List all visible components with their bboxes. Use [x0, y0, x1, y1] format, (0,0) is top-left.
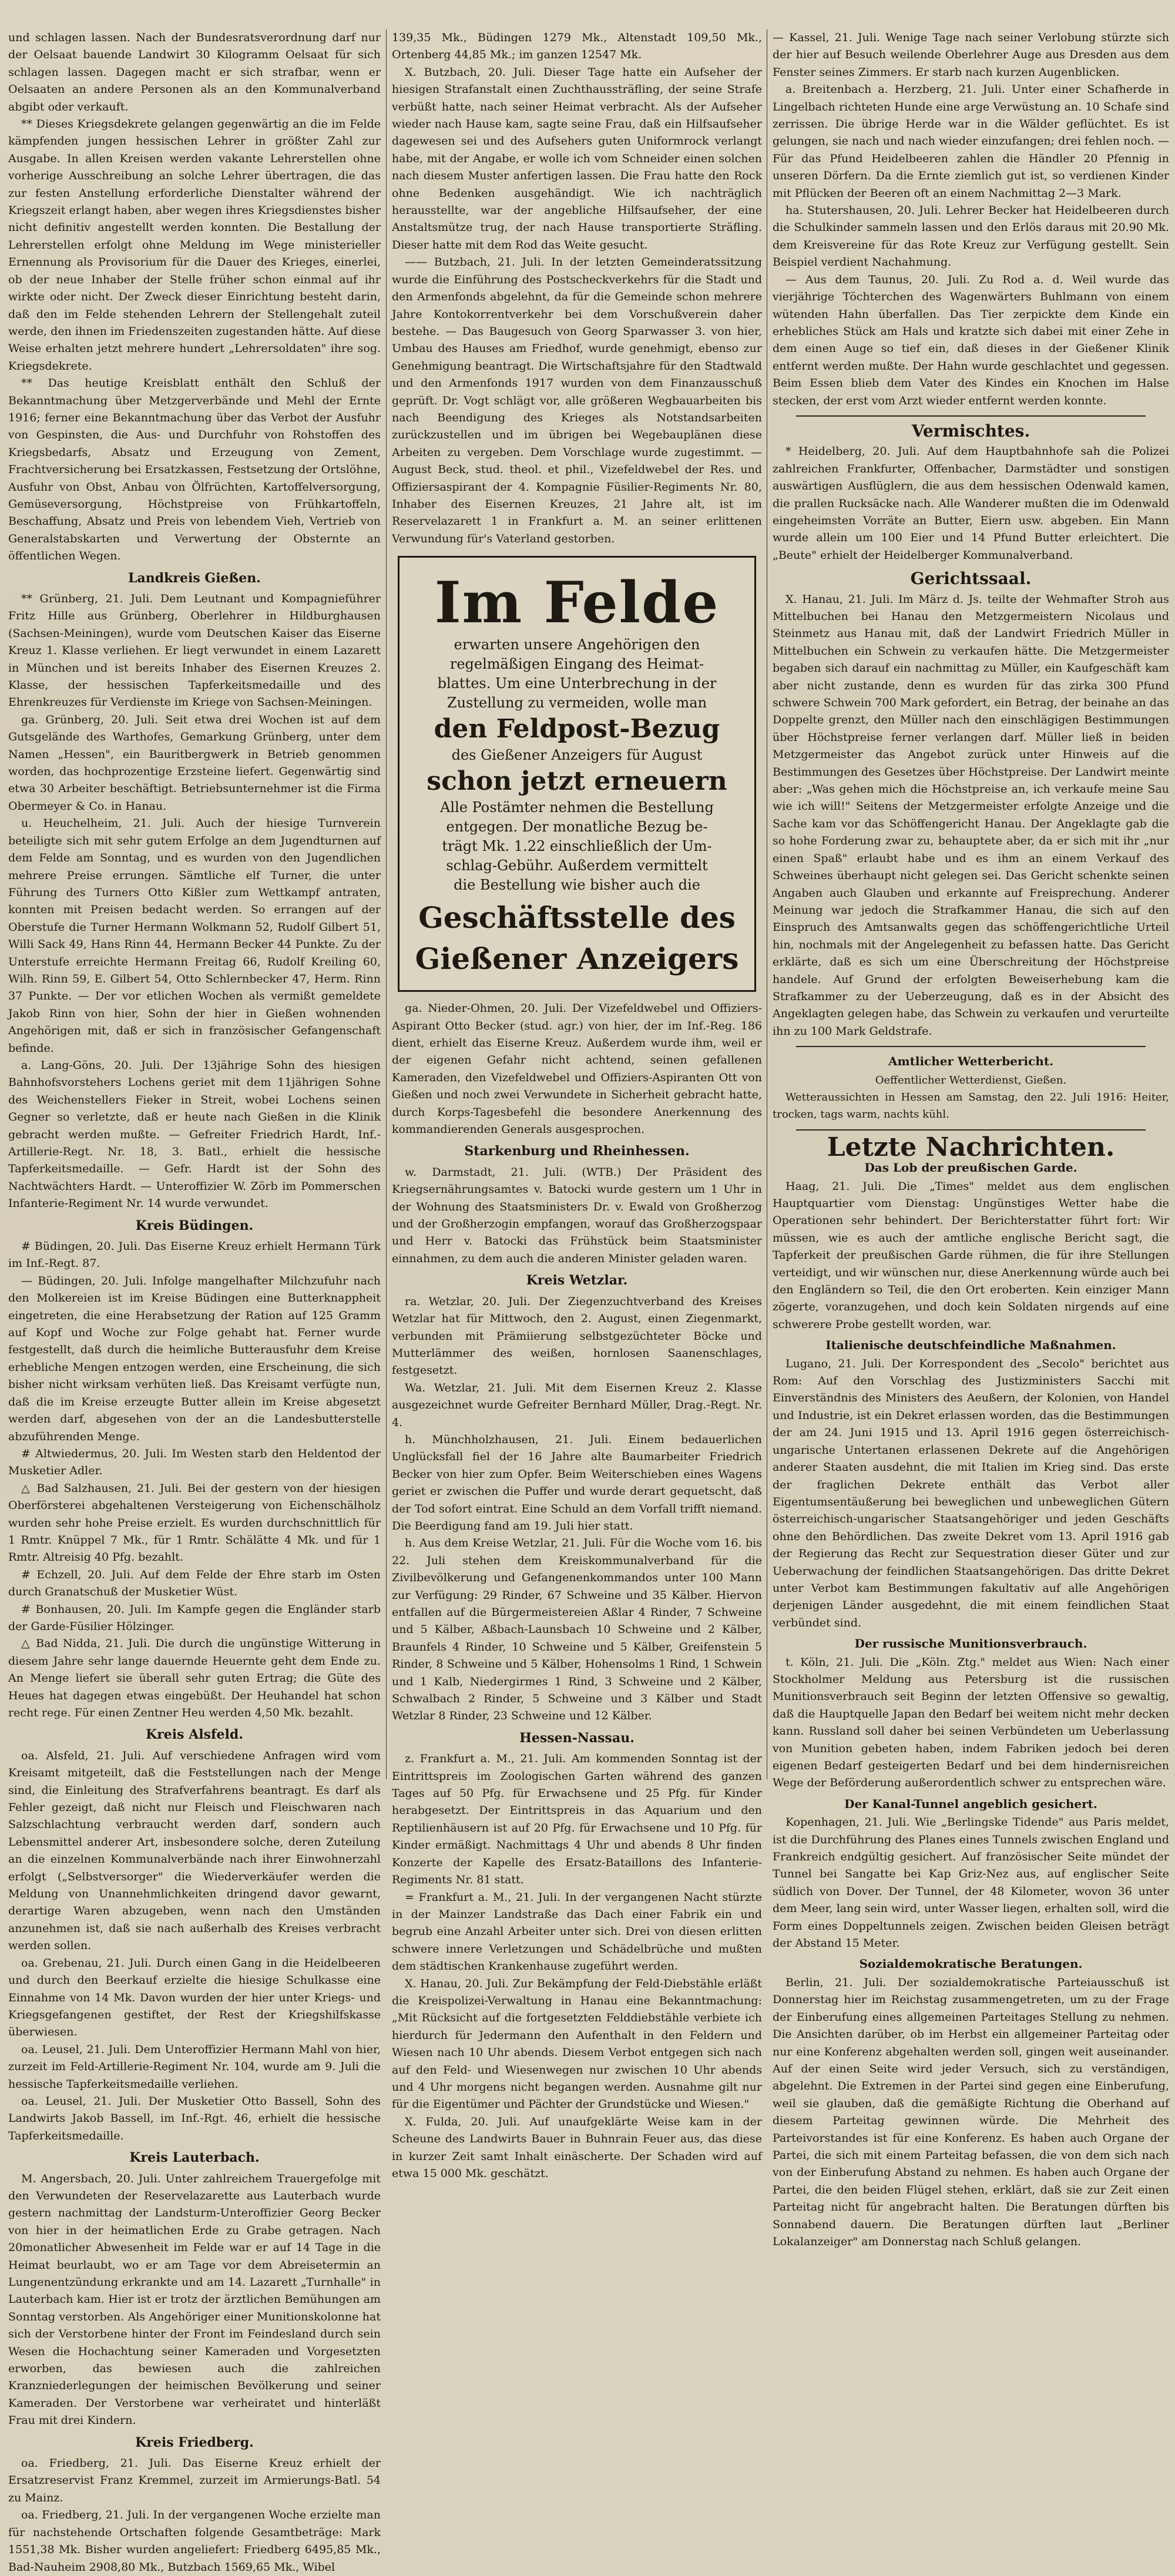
- news-subheading: Das Lob der preußischen Garde.: [864, 1160, 1077, 1175]
- article-text: oa. Friedberg, 21. Juli. In der vergangenen Woche erzielte man für nachstehende Ortschaften folgende Gesamtbeträge: Mark 1551,38 Mk. Bisher wurden angeliefert: Friedberg 6495,85 Mk., Bad-Nauheim 2908,80 Mk., Butzbach 1569,65 Mk., Wibel: [8, 2508, 381, 2574]
- column-middle: [392, 29, 762, 2180]
- article-text: M. Angersbach, 20. Juli. Unter zahlreichem Trauergefolge mit den Verwundeten der Reservelazarette aus Lauterbach wurde gestern nachmittag der Landsturm-Unteroffizier Georg Becker von hier in der heimatlichen Erde zu Grabe getragen. Nach 20monatlicher Abwesenheit im Felde war er auf 14 Tage in die Heimat beurlaubt, wo er am Tage vor dem Abreisetermin an Lungenentzündung erkrankte und am 14. Lazarett „Turnhalle" in Lauterbach kam. Hier ist er trotz der ärztlichen Bemühungen am Sonntag verstorben. Als Angehöriger einer Munitionskolonne hat sich der Verstorbene hinter der Front im Feindesland durch sein Wesen die Hochachtung seiner Kameraden und Vorgesetzten erworben, das bewiesen auch die zahlreichen Kranzniederlegungen der heimischen Bevölkerung und seiner Kameraden. Der Verstorbene war verheiratet und hinterläßt Frau mit drei Kindern.: [8, 2172, 381, 2427]
- ad-line: blattes. Um eine Unterbrechung in der: [437, 675, 717, 692]
- news-subheading: Der Kanal-Tunnel angeblich gesichert.: [844, 1796, 1097, 1811]
- article-text: u. Heuchelheim, 21. Juli. Auch der hiesige Turnverein beteiligte sich mit sehr gutem Erfolge an dem Jugendturnen auf dem Felde am Sonntag, und es wurden von den Jugendlichen mehrere Preise errungen. Sämtliche elf Turner, die unter Führung des Turners Otto Kißler zum Wettkampf antraten, konnten mit Preisen bedacht werden. So errangen auf der Oberstufe die Turner Hermann Wolkmann 52, Rudolf Gilbert 51, Willi Sack 49, Hans Rinn 44, Hermann Becker 44 Punkte. Zu der Unterstufe erreichte Hermann Freitag 66, Rudolf Kreiling 60, Wilh. Rinn 59, E. Gilbert 54, Otto Schlernbecker 47, Herm. Rinn 37 Punkte. — Der vor etlichen Wochen als vermißt gemeldete Jakob Rinn von hier, Sohn der hier in Gießen wohnenden Angehörigen mit, daß er sich in französischer Gefangenschaft befinde.: [8, 817, 381, 1055]
- article-text: # Altwiedermus, 20. Juli. Im Westen starb den Heldentod der Musketier Adler.: [8, 1447, 381, 1478]
- article-text: Berlin, 21. Juli. Der sozialdemokratische Parteiausschuß ist Donnerstag hier im Reichstag zusammengetreten, um zu der Frage der Einberufung eines allgemeinen Parteitages Stellung zu nehmen. Die Ansichten darüber, ob im Herbst ein allgemeiner Parteitag oder nur eine Konferenz abgehalten werden soll, gingen weit auseinander. Auf der einen Seite wird jeder Versuch, sich zu verständigen, abgelehnt. Die Extremen in der Partei sind gegen eine Einberufung, weil sie glauben, daß die gemäßigte Richtung die Oberhand auf diesem Parteitag gewinnen würde. Die Mehrheit des Parteivorstandes ist für eine Konferenz. Es haben auch Organe der Partei, die sich mit einem Parteitag befassen, die von dem sich nach von der Einberufung Abstand zu nehmen. Es haben auch Organe der Partei, die den beiden Flügel stehen, erklärt, daß sie zur Zeit einen Parteitag nicht für angebracht halten. Die Beratungen dürften bis Sonnabend dauern. Die Beratungen dürften laut „Berliner Lokalanzeiger" am Donnerstag nach Schluß gelangen.: [773, 1975, 1169, 2248]
- section-heading: Kreis Wetzlar.: [526, 1273, 628, 1289]
- ad-footer: Geschäftsstelle des: [418, 900, 736, 935]
- article-text: w. Darmstadt, 21. Juli. (WTB.) Der Präsident des Kriegsernährungsamtes v. Batocki wurde gestern um 1 Uhr in der Wohnung des Staatsministers Dr. v. Ewald von Großherzog und der Großherzogin empfangen, worauf das Großherzogspaar und Herr v. Batocki das Frühstück beim Staatsminister einnahmen, zu dem auch die anderen Minister geladen waren.: [392, 1165, 762, 1265]
- article-text: = Frankfurt a. M., 21. Juli. In der vergangenen Nacht stürzte in der Mainzer Landstraße das Dach einer Fabrik ein und begrub eine Anzahl Arbeiter unter sich. Drei von diesen erlitten schwere innere Verletzungen und Schädelbrüche und mußten dem städtischen Krankenhause zugeführt werden.: [392, 1890, 762, 1973]
- ad-line: Alle Postämter nehmen die Bestellung: [440, 799, 714, 816]
- article-text: # Büdingen, 20. Juli. Das Eiserne Kreuz erhielt Hermann Türk im Inf.-Regt. 87.: [8, 1240, 381, 1270]
- article-text: z. Frankfurt a. M., 21. Juli. Am kommenden Sonntag ist der Eintrittspreis im Zoologischen Garten während des ganzen Tages auf 50 Pfg. für Erwachsene und 25 Pfg. für Kinder herabgesetzt. Der Eintrittspreis in das Aquarium und den Reptilienhäusern ist auf 20 Pfg. für Erwachsene und 10 Pfg. für Kinder ermäßigt. Nachmittags 4 Uhr und abends 8 Uhr finden Konzerte der Kapelle des Ersatz-Bataillons des Infanterie-Regiments Nr. 81 statt.: [392, 1752, 762, 1887]
- ad-headline: schon jetzt erneuern: [427, 766, 727, 797]
- news-subheading: Italienische deutschfeindliche Maßnahmen.: [825, 1338, 1116, 1353]
- divider: [796, 1129, 1146, 1131]
- section-heading: Hessen-Nassau.: [519, 1730, 634, 1746]
- article-text: t. Köln, 21. Juli. Die „Köln. Ztg." meldet aus Wien: Nach einer Stockholmer Meldung aus Petersburg ist die russischen Munitionsverbrauch seit Beginn der letzten Offensive so gewaltig, daß die Hauptquelle Japan den Bedarf bei weitem nicht mehr decken kann. Russland soll daher bei seinen Verbündeten um Ueberlassung von Munition gebeten haben, indem Fabriken jedoch bei deren eigenen Bedarf gesteigerten Bedarf und bei dem hindernisreichen Wege der Beförderung außerordentlich schwer zu entsprechen wäre.: [773, 1655, 1169, 1790]
- subscription-advertisement: [398, 556, 756, 992]
- section-heading: Kreis Büdingen.: [135, 1217, 254, 1233]
- column-right: [773, 29, 1169, 2248]
- article-text: oa. Leusel, 21. Juli. Dem Unteroffizier Hermann Mahl von hier, zurzeit im Feld-Artillerie-Regiment Nr. 104, wurde am 9. Juli die hessische Tapferkeitsmedaille verliehen.: [8, 2042, 381, 2091]
- article-text: — Kassel, 21. Juli. Wenige Tage nach seiner Verlobung stürzte sich der hier auf Besuch weilende Oberlehrer Auge aus Dresden aus dem Fenster seines Zimmers. Er starb nach kurzen Augenblicken.: [773, 31, 1169, 79]
- article-text: ga. Nieder-Ohmen, 20. Juli. Der Vizefeldwebel und Offiziers-Aspirant Otto Becker (stud. agr.) von hier, der im Inf.-Reg. 186 dient, erhielt das Eiserne Kreuz. Außerdem wurde ihm, weil er der eigenen Gefahr nicht achtend, seinen gefallenen Kameraden, den Vizefeldwebel und Offiziers-Aspiranten Ott von Gießen und noch zwei Verwundete in Sicherheit gebracht hatte, durch Korps-Tagesbefehl die besondere Anerkennung des kommandierenden Generals ausgesprochen.: [392, 1002, 762, 1136]
- article-text: oa. Friedberg, 21. Juli. Das Eiserne Kreuz erhielt der Ersatzreservist Franz Kremmel, zurzeit im Armierungs-Batl. 54 zu Mainz.: [8, 2457, 381, 2504]
- article-text: Wa. Wetzlar, 21. Juli. Mit dem Eisernen Kreuz 2. Klasse ausgezeichnet wurde Gefreiter Bernhard Müller, Drag.-Regt. Nr. 4.: [392, 1381, 762, 1429]
- article-text: a. Lang-Göns, 20. Juli. Der 13jährige Sohn des hiesigen Bahnhofsvorstehers Lochens geriet mit dem 11jährigen Sohne des Weichenstellers Fieker in Streit, wobei Lochens seinen Gegner so verletzte, daß er heute nach Gießen in die Klinik gebracht werden mußte. — Gefreiter Friedrich Hardt, Inf.-Artillerie-Regt. Nr. 18, 3. Batl., erhielt die hessische Tapferkeitsmedaille. — Gefr. Hardt ist der Sohn des Nachtwächters Hardt. — Unteroffizier W. Zörb im Pommerschen Infanterie-Regiment Nr. 14 wurde verwundet.: [8, 1058, 381, 1210]
- article-text: ra. Wetzlar, 20. Juli. Der Ziegenzuchtverband des Kreises Wetzlar hat für Mittwoch, den 2. August, einen Ziegenmarkt, verbunden mit Prämiierung selbstgezüchteter Böcke und Mutterlämmer des weißen, hornlosen Saanenschlages, festgesetzt.: [392, 1294, 762, 1377]
- ad-line: regelmäßigen Eingang des Heimat-: [449, 656, 704, 673]
- weather-forecast: Wetteraussichten in Hessen am Samstag, den 22. Juli 1916: Heiter, trocken, tags warm, nachts kühl.: [773, 1091, 1169, 1121]
- latest-news-heading: Letzte Nachrichten.: [827, 1132, 1115, 1162]
- article-text: Kopenhagen, 21. Juli. Wie „Berlingske Tidende" aus Paris meldet, ist die Durchführung des Planes eines Tunnels zwischen England und Frankreich endgültig gesichert. Auf französischer Seite mündet der Tunnel bei Sangatte bei Kap Griz-Nez aus, auf englischer Seite südlich von Dover. Der Tunnel, der 48 Kilometer, wovon 36 unter dem Meer, lang sein wird, unter Wasser liegen, erhalten soll, wird die Form eines Doppeltunnels zeigen. Zwischen beiden Gleisen beträgt der Abstand 15 Meter.: [773, 1816, 1169, 1950]
- article-text: △ Bad Salzhausen, 21. Juli. Bei der gestern von der hiesigen Oberförsterei abgehaltenen Versteigerung von Eichenschälholz wurden sehr hohe Preise erzielt. Es wurden durchschnittlich für 1 Rmtr. Knüppel 7 Mk., für 1 Rmtr. Schälätte 4 Mk. und für 1 Rmtr. Altreisig 40 Pfg. bezahlt.: [8, 1481, 381, 1564]
- news-subheading: Sozialdemokratische Beratungen.: [859, 1957, 1083, 1971]
- article-text: h. Münchholzhausen, 21. Juli. Einem bedauerlichen Unglücksfall fiel der 16 Jahre alte Baumarbeiter Friedrich Becker von hier zum Opfer. Beim Weiterschieben eines Wagens geriet er zwischen die Puffer und wurde derart gequetscht, daß der Tod sofort eintrat. Eine Schuld an dem Vorfall trifft niemand. Die Beerdigung fand am 19. Juli hier statt.: [392, 1433, 762, 1532]
- section-heading: Landkreis Gießen.: [128, 570, 261, 586]
- article-text: # Bonhausen, 20. Juli. Im Kampfe gegen die Engländer starb der Garde-Füsilier Hölzinger.: [8, 1602, 381, 1633]
- article-text: ** Das heutige Kreisblatt enthält den Schluß der Bekanntmachung über Metzgerverbände und Mehl der Ernte 1916; ferner eine Bekanntmachung über das Verbot der Ausfuhr von Gespinsten, die Aus- und Durchfuhr von Rohstoffen des Kriegsbedarfs, Absatz und Erzeugung von Zement, Frachtversicherung bei Ersatzkassen, Festsetzung der Ortslöhne, Ausfuhr von Obst, Anbau von Ölfrüchten, Kartoffelversorgung, Gemüseversorgung, Höchstpreise von Frühkartoffeln, Beschaffung, Absatz und Preis von lebendem Vieh, Vertrieb von Generalstabskarten und Verwertung der Obsternte an öffentlichen Wegen.: [8, 377, 381, 563]
- article-text: * Heidelberg, 20. Juli. Auf dem Hauptbahnhofe sah die Polizei zahlreichen Frankfurter, Offenbacher, Darmstädter und sonstigen auswärtigen Ausflüglern, die aus dem hessischen Odenwald kamen, die prallen Rucksäcke nach. Alle Wanderer mußten die im Odenwald eingeheimsten Vorräte an Butter, Eiern usw. abgeben. Ein Mann wurde allein um 100 Eier und 14 Pfund Butter erleichtert. Die „Beute" erhielt der Heidelberger Kommunalverband.: [773, 445, 1169, 562]
- weather-service: Oeffentlicher Wetterdienst, Gießen.: [875, 1074, 1067, 1086]
- section-heading: Starkenburg und Rheinhessen.: [464, 1143, 690, 1159]
- article-text: ** Dieses Kriegsdekrete gelangen gegenwärtig an die im Felde kämpfenden jungen hessischen Lehrer in größter Zahl zur Ausgabe. In allen Kreisen werden vakante Lehrerstellen ohne vorherige Ausschreibung an solche Lehrer übertragen, die das zur festen Anstellung erforderliche Dienstalter während der Kriegszeit erlangt haben, aber wegen ihres Kriegsdienstes bisher nicht definitiv angestellt werden konnten. Die Bestallung der Lehrerstellen erfolgt ohne Meldung im Wege ministerieller Ernennung als Provisorium für die Dauer des Krieges, einerlei, ob der neue Inhaber der Stelle früher schon einmal auf ihr wirkte oder nicht. Der Zweck dieser Einrichtung besteht darin, daß den im Felde stehenden Lehrern der Stellengehalt zuteil werde, den ihnen im Friedenszeiten zugestanden hätte. Auf diese Weise erhalten jetzt mehrere hundert „Lehrersoldaten" ihre sog. Kriegsdekrete.: [8, 118, 381, 373]
- ad-line: erwarten unsere Angehörigen den: [454, 636, 700, 653]
- article-text: ha. Stutershausen, 20. Juli. Lehrer Becker hat Heidelbeeren durch die Schulkinder sammeln lassen und den Erlös daraus mit 20.90 Mk. dem Kreisvereine für das Rote Kreuz zur Verfügung gestellt. Sein Beispiel verdient Nachahmung.: [773, 204, 1169, 269]
- section-heading: Kreis Alsfeld.: [146, 1727, 243, 1743]
- section-heading: Kreis Lauterbach.: [129, 2150, 260, 2166]
- article-text: und schlagen lassen. Nach der Bundesratsverordnung darf nur der Oelsaat bauende Landwirt 30 Kilogramm Oelsaat für sich schlagen lassen. Dagegen macht er sich strafbar, wenn er Oelsaaten an andere Personen als an den Kommunalverband abgibt oder verkauft.: [8, 31, 381, 113]
- article-text: Haag, 21. Juli. Die „Times" meldet aus dem englischen Hauptquartier vom Dienstag: Ungünstiges Wetter habe die Operationen sehr behindert. Der Berichterstatter führt fort: Wir müssen, wie es auch der amtliche englische Bericht sagt, die Tapferkeit der preußischen Garde rühmen, die für ihre Stellungen verteidigt, und wir wünschen nur, diese Anerkennung würde auch bei den Engländern so Teil, die den Ort eroberten. Kein einziger Mann zögerte, voranzugehen, und doch kein Soldaten nirgends auf eine schwerere Probe gestellt worden, war.: [773, 1179, 1169, 1331]
- article-text: —— Butzbach, 21. Juli. In der letzten Gemeinderatssitzung wurde die Einführung des Postscheckverkehrs für die Stadt und den Armenfonds abgelehnt, da für die Gemeinde schon mehrere Jahre Kontokorrentverkehr bei dem Vorschußverein daher bestehe. — Das Baugesuch von Georg Sparwasser 3. von hier, Umbau des Hauses am Friedhof, wurde genehmigt, ebenso zur Genehmigung beantragt. Die Wirtschaftsjahre für den Stadtwald und den Armenfonds 1917 wurden von dem Finanzausschuß geprüft. Dr. Vogt schlägt vor, alle größeren Wegbauarbeiten bis nach Beendigung des Krieges als Notstandsarbeiten zurückzustellen und im übrigen bei Wegebauplänen diese Arbeiten zu vergeben. Dem Vorschlage wurde zugestimmt. — August Beck, stud. theol. et phil., Vizefeldwebel der Res. und Offiziersaspirant der 4. Kompagnie Füsilier-Regiments Nr. 80, Inhaber des Eisernen Kreuzes, 21 Jahre alt, ist im Reservelazarett 1 in Frankfurt a. M. an seiner erlittenen Verwundung für's Vaterland gestorben.: [392, 256, 762, 545]
- article-text: ** Grünberg, 21. Juli. Dem Leutnant und Kompagnieführer Fritz Hille aus Grünberg, Oberlehrer in Hildburghausen (Sachsen-Meiningen), wurde vom Deutschen Kaiser das Eiserne Kreuz 1. Klasse verliehen. Er liegt verwundet in einem Lazarett in München und ist bereits Inhaber des Eisernen Kreuzes 2. Klasse, der hessischen Tapferkeitsmedaille und des Ehrenkreuzes für Verdienste im Kriege von Sachsen-Meiningen.: [8, 592, 381, 709]
- article-text: a. Breitenbach a. Herzberg, 21. Juli. Unter einer Schafherde in Lingelbach richteten Hunde eine arge Verwüstung an. 10 Schafe sind zerrissen. Die übrige Herde war in die Wälder geflüchtet. Es ist gelungen, sie nach und nach wieder einzufangen; drei fehlen noch. — Für das Pfund Heidelbeeren zahlen die Händler 20 Pfennig in unseren Dörfern. Da die Ernte ziemlich gut ist, so verdienen Kinder mit Pflücken der Beeren oft an einem Nachmittag 2—3 Mark.: [773, 83, 1169, 200]
- weather-heading: Amtlicher Wetterbericht.: [888, 1054, 1054, 1069]
- section-heading: Kreis Friedberg.: [135, 2434, 254, 2450]
- article-text: oa. Leusel, 21. Juli. Der Musketier Otto Bassell, Sohn des Landwirts Jakob Bassell, im Inf.-Rgt. 46, erhielt die hessische Tapferkeitsmedaille.: [8, 2094, 381, 2142]
- ad-line: trägt Mk. 1.22 einschließlich der Um-: [442, 838, 712, 855]
- article-text: — Büdingen, 20. Juli. Infolge mangelhafter Milchzufuhr nach den Molkereien ist im Kreise Büdingen eine Butterknappheit eingetreten, die eine Herabsetzung der Ration auf 125 Gramm auf Kopf und Woche zur Folge gehabt hat. Ferner wurde festgestellt, daß durch die heimliche Butterausfuhr dem Kreise erhebliche Mengen entzogen werden, eine Erscheinung, die sich bisher nicht wirksam verhüten ließ. Das Kreisamt verfügte nun, daß die im Kreise erzeugte Butter allein im Kreise abgesetzt werden darf, abgesehen von der an die Landesbutterstelle abzuführenden Menge.: [8, 1274, 381, 1443]
- ad-line: die Bestellung wie bisher auch die: [454, 877, 700, 894]
- article-text: ga. Grünberg, 20. Juli. Seit etwa drei Wochen ist auf dem Gutsgelände des Warthofes, Gemarkung Grünberg, unter dem Namen „Hessen", ein Bauritbergwerk in Betrieb genommen worden, das hochprozentige Erzsteine liefert. Gegenwärtig sind etwa 30 Arbeiter beschäftigt. Betriebsunternehmer ist die Firma Obermeyer & Co. in Hanau.: [8, 713, 381, 813]
- article-text: X. Fulda, 20. Juli. Auf unaufgeklärte Weise kam in der Scheune des Landwirts Bauer in Buhnrain Feuer aus, das diese in kurzer Zeit samt Inhalt einäscherte. Der Schaden wird auf etwa 15 000 Mk. geschätzt.: [392, 2115, 762, 2180]
- ad-line: Zustellung zu vermeiden, wolle man: [446, 695, 707, 712]
- ad-headline: den Feldpost-Bezug: [434, 714, 720, 744]
- section-heading: Gerichtssaal.: [910, 569, 1032, 589]
- ad-line: des Gießener Anzeigers für August: [451, 747, 703, 764]
- ad-footer: Gießener Anzeigers: [415, 941, 739, 977]
- article-text: △ Bad Nidda, 21. Juli. Die durch die ungünstige Witterung in diesem Jahre sehr lange dauernde Heuernte geht dem Ende zu. An Menge liefert sie überall sehr guten Ertrag; die Güte des Heues hat dagegen etwas eingebüßt. Der Heuhandel hat schon recht rege. Für einen Zentner Heu werden 4,50 Mk. bezahlt.: [8, 1637, 381, 1719]
- article-text: oa. Grebenau, 21. Juli. Durch einen Gang in die Heidelbeeren und durch den Beerkauf erzielte die hiesige Schulkasse eine Einnahme von 14 Mk. Davon wurden der hier unter Kriegs- und Kriegsgefangenen gestiftet, der Rest der Kriegshilfskasse überwiesen.: [8, 1956, 381, 2039]
- ad-title: Im Felde: [434, 569, 720, 636]
- article-text: X. Hanau, 21. Juli. Im März d. Js. teilte der Wehmafter Stroh aus Mittelbuchen bei Hanau den Metzgermeistern Nicolaus und Steinmetz aus Hanau mit, daß der Landwirt Friedrich Müller in Mittelbuchen ein Schwein zu verkaufen hätte. Die Metzgermeister begaben sich darauf ein nachmittag zu Müller, ein Kaufgeschäft kam aber nicht zustande, denn es wurden für das zirka 300 Pfund schwere Schwein 700 Mark gefordert, ein Betrag, der beinahe an das Doppelte grenzt, den Müller nach den einschlägigen Bestimmungen über Höchstpreise ferner verlangen darf. Müller ließ in beiden Metzgermeister das Angebot zurück unter Hinweis auf die Bestimmungen des Gesetzes über Höchstpreise. Der Landwirt meinte aber: „Was gehen mich die Höchstpreise an, ich verkaufe meine Sau wie ich will!" Seitens der Metzgermeister erfolgte Anzeige und die Sache kam vor das Schöffengericht Hanau. Der Angeklagte gab die so hohe Forderung zwar zu, behauptete aber, da er sich mit ihr „nur einen Spaß" erlaubt habe und es ihm an einem Verkauf des Schweines überhaupt nicht gelegen sei. Das Gericht schenkte seinen Angaben auch Glauben und erkannte auf Freisprechung. Anderer Meinung war jedoch die Strafkammer Hanau, die sich auf den Einspruch des Amtsanwalts gegen das schöffengerichtliche Urteil hin, nochmals mit der Angelegenheit zu befassen hatte. Das Gericht erklärte, daß es sich um eine Überschreitung der Höchstpreise handele. Auf Grund der erfolgten Beweiserhebung kam die Strafkammer zu der Ueberzeugung, daß es in der Absicht des Angeklagten gelegen habe, das Schwein zu verkaufen und verurteilte ihn zu 100 Mark Geldstrafe.: [773, 592, 1169, 1038]
- divider: [796, 415, 1146, 417]
- article-text: h. Aus dem Kreise Wetzlar, 21. Juli. Für die Woche vom 16. bis 22. Juli stehen dem Kreiskommunalverband für die Zivilbevölkerung und Gefangenenkommandos unter 100 Mann zur Verfügung: 29 Rinder, 67 Schweine und 35 Kälber. Hiervon entfallen auf die Bürgermeistereien Aßlar 4 Rinder, 7 Schweine und 5 Kälber, Aßbach-Launsbach 10 Schweine und 2 Kälber, Braunfels 4 Rinder, 10 Schweine und 5 Kälber, Greifenstein 5 Rinder, 8 Schweine und 5 Kälber, Hohensolms 1 Rind, 1 Schwein und 1 Kalb, Niedergirmes 1 Rind, 3 Schweine und 2 Kälber, Schwalbach 2 Rinder, 5 Schweine und 3 Kälber und Stadt Wetzlar 8 Rinder, 23 Schweine und 12 Kälber.: [392, 1537, 762, 1723]
- article-text: # Echzell, 20. Juli. Auf dem Felde der Ehre starb im Osten durch Granatschuß der Musketier Wüst.: [8, 1568, 381, 1599]
- ad-line: entgegen. Der monatliche Bezug be-: [446, 819, 708, 836]
- column-rule: [386, 29, 387, 1779]
- article-text: X. Butzbach, 20. Juli. Dieser Tage hatte ein Aufseher der hiesigen Strafanstalt einen Zuchthaussträfling, der seine Strafe verbüßt hatte, nach seiner Heimat verbracht. Als der Aufseher wieder nach Hause kam, sagte seine Frau, daß ein Hilfsaufseher dagewesen sei und des Aufsehers guten Uniformrock verlangt habe, mit der Angabe, er wolle ich vom Schneider einen solchen nach diesem Muster anfertigen lassen. Die Frau hatte den Rock ohne Bedenken ausgehändigt. Wie ich nachträglich herausstellte, war der angebliche Hilfsaufseher, der eine Anstaltsmütze trug, der nach Hause transportierte Sträfling. Dieser hatte mit dem Rod das Weite gesucht.: [392, 65, 762, 251]
- ad-line: schlag-Gebühr. Außerdem vermittelt: [446, 857, 708, 874]
- section-heading: Vermischtes.: [911, 421, 1030, 441]
- column-left: [8, 29, 381, 2574]
- news-subheading: Der russische Munitionsverbrauch.: [854, 1636, 1087, 1651]
- divider: [796, 1046, 1146, 1047]
- article-text: Lugano, 21. Juli. Der Korrespondent des „Secolo" berichtet aus Rom: Auf den Vorschlag des Justizministers Sacchi mit Einverständnis des Ministers des Aeußern, der Kolonien, von Handel und Industrie, ist ein Dekret erlassen worden, das die Bestimmungen der am 24. Juni 1915 und 13. April 1916 gegen österreichisch-ungarische Untertanen erlassenen Dekrete auf die Angehörigen anderer Staaten ausdehnt, die mit Italien im Krieg sind. Das erste der fraglichen Dekrete enthält das Verbot aller Eigentumsentäußerung bei beweglichen und unbeweglichen Gütern österreichisch-ungarischer Staatsangehöriger und jeden Geschäfts ohne den Behördlichen. Das zweite Dekret vom 13. April 1916 gab der Regierung das Recht zur Sequestration dieser Güter und zur Ueberwachung der feindlichen Staatsangehörigen. Das dritte Dekret unter Verbot kam Bestimmungen fakultativ auf alle Angehörigen derjenigen Länder ausgedehnt, die mit einem feindlichen Staat verbündet sind.: [773, 1357, 1169, 1629]
- article-text: 139,35 Mk., Büdingen 1279 Mk., Altenstadt 109,50 Mk., Ortenberg 44,85 Mk.; im ganzen 12547 Mk.: [392, 31, 762, 62]
- article-text: oa. Alsfeld, 21. Juli. Auf verschiedene Anfragen wird vom Kreisamt mitgeteilt, daß die Feststellungen nach der Menge sind, die Einleitung des Strafverfahrens beantragt. Es darf als Fehler gezeigt, daß nicht nur Fleisch und Fleischwaren nach Salzschlachtung verbraucht werden darf, sondern auch Lebensmittel anderer Art, insbesondere solche, deren Zuteilung an die einzelnen Kommunalverbände nach ihrer Einwohnerzahl erfolgt („Selbstversorger" die Wiederverkäufer werden die Meldung von Unannehmlichkeiten dringend davor gewarnt, derartige Waren abzugeben, wenn nach den Umständen anzunehmen ist, daß sie nach außerhalb des Kreises verbracht werden sollen.: [8, 1749, 381, 1953]
- article-text: — Aus dem Taunus, 20. Juli. Zu Rod a. d. Weil wurde das vierjährige Töchterchen des Wagenwärters Buhlmann von einem wütenden Hahn überfallen. Das Tier zerpickte dem Kinde ein erhebliches Stück am Hals und kratzte sich dabei mit einer Zehe in dem einen Auge so tief ein, daß dieses in der Gießener Klinik entfernt werden mußte. Der Hahn wurde geschlachtet und gegessen. Beim Essen blieb dem Vater des Kindes ein Knochen im Halse stecken, der erst vom Arzt wieder entfernt werden konnte.: [773, 273, 1169, 407]
- article-text: X. Hanau, 20. Juli. Zur Bekämpfung der Feld-Diebstähle erläßt die Kreispolizei-Verwaltung in Hanau eine Bekanntmachung: „Mit Rücksicht auf die fortgesetzten Felddiebstähle verbiete ich hierdurch für Jedermann den Aufenthalt in den Feldern und Wiesen nach 10 Uhr abends. Diesem Verbot entgegen sich nach auf den Feld- und Wiesenwegen nur zwischen 10 Uhr abends und 4 Uhr morgens nicht begangen werden. Ausnahme gilt nur für die Eigentümer und Pächter der Grundstücke und Wiesen.": [392, 1977, 762, 2111]
